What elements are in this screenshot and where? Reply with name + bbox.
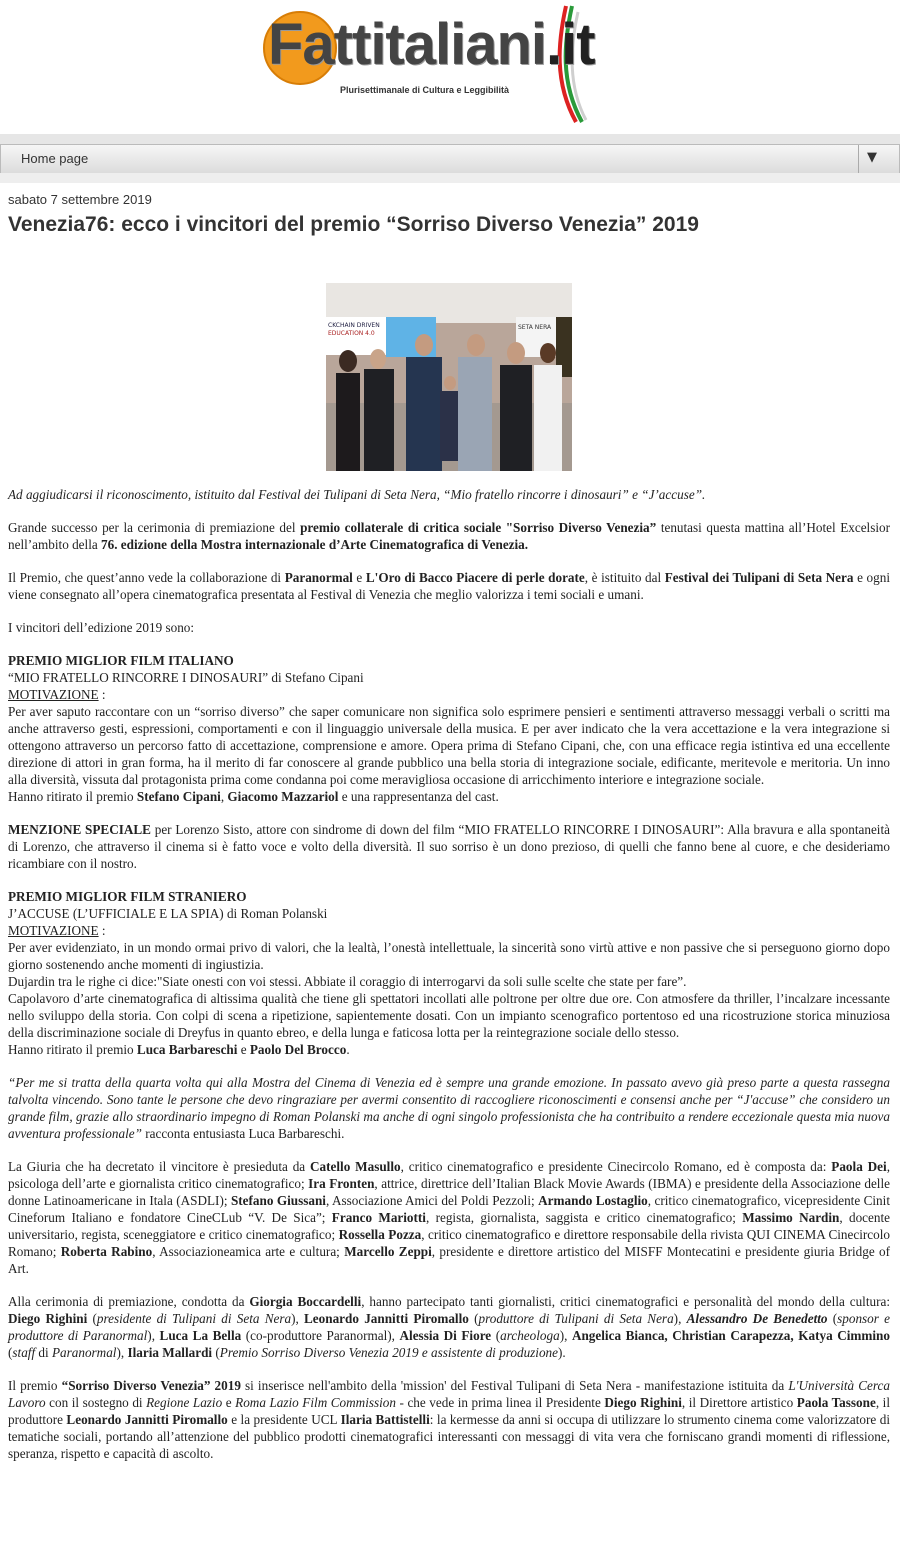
banner-text-3: SETA NERA bbox=[518, 324, 552, 331]
paragraph-ceremony: Alla cerimonia di premiazione, condotta da Giorgia Boccardelli, hanno partecipato tanti giornalisti, critici cinematografici e personalità del mondo della cultura: Diego Righini (presidente di Tulipani di Seta Nera), Leonardo Jannitti Piromallo (produttore di Tulipani di Seta Nera), Alessandro De Benedetto (sponsor e produttore di Paranormal), Luca La Bella (co-produttore Paranormal), Alessia Di Fiore (archeologa), Angelica Bianca, Christian Carapezza, Katya Cimmino (staff di Paranormal), Ilaria Mallardi (Premio Sorriso Diverso Venezia 2019 e assistente di produzione). bbox=[8, 1294, 891, 1360]
nav-home-link[interactable]: Home page bbox=[21, 151, 89, 166]
award-ceremony-photo bbox=[326, 283, 572, 471]
nav-bar bbox=[0, 144, 900, 174]
site-header bbox=[0, 0, 900, 134]
logo-tagline: Plurisettimanale di Cultura e Leggibilità bbox=[340, 85, 510, 95]
banner-text-2: EDUCATION 4.0 bbox=[328, 330, 375, 337]
article-body bbox=[8, 486, 890, 1478]
section-heading: PREMIO MIGLIOR FILM STRANIERO bbox=[8, 889, 247, 904]
chevron-down-icon[interactable]: ▼ bbox=[867, 150, 877, 165]
paragraph-jury: La Giuria che ha decretato il vincitore è presieduta da Catello Masullo, critico cinematografico e presidente Cinecircolo Romano, ed è composta da: Paola Dei, psicologa dell’arte e giornalista critico cinematografico; Ira Fronten, attrice, direttrice dell’Italian Black Movie Awards (IBMA) e presidente della Associazione delle donne Latinoamericane in Itala (ASDLI); Stefano Giussani, Associazione Amici del Poldi Pezzoli; Armando Lostaglio, critico cinematografico, vicepresidente Cinit Cineforum Italiano e fondatore CineCLub “V. De Sica”; Franco Mariotti, regista, giornalista, saggista e critico cinematografico; Massimo Nardin, docente universitario, regista, sceneggiatore e critico cinematografico; Rossella Pozza, critico cinematografico e direttore responsabile della rivista QUI CINEMA Cinecircolo Romano; Roberta Rabino, Associazioneamica arte e cultura; Marcello Zeppi, presidente e direttore artistico del MISFF Montecatini e presidente giuria Bridge of Art. bbox=[8, 1159, 891, 1276]
paragraph-final: Il premio “Sorriso Diverso Venezia” 2019 si inserisce nell'ambito della 'mission' del Festival Tulipani di Seta Nera - manifestazione istituita da L'Università Cerca Lavoro con il sostegno di Regione Lazio e Roma Lazio Film Commission - che vede in prima linea il Presidente Diego Righini, il Direttore artistico Paola Tassone, il produttore Leonardo Jannitti Piromallo e la presidente UCL Ilaria Battistelli: la kermesse da anni si occupa di utilizzare lo strumento cinema come valorizzatore di tematiche sociali, portando all’attenzione del pubblico prodotti cinematografici interessanti con messaggi di vita vera che forniscano grandi momenti di riflessione, speranza, rispetto e capacità di ascolto. bbox=[8, 1378, 891, 1461]
section-heading: PREMIO MIGLIOR FILM ITALIANO bbox=[8, 653, 234, 668]
post-date: sabato 7 settembre 2019 bbox=[8, 192, 152, 207]
nav-separator bbox=[0, 173, 900, 183]
banner-text-1: CKCHAIN DRIVEN bbox=[328, 322, 380, 329]
section-special-mention: MENZIONE SPECIALE per Lorenzo Sisto, attore con sindrome di down del film “MIO FRATELLO RINCORRE I DINOSAURI”: Alla bravura e alla spontaneità di Lorenzo, che attraverso il cinema si è fatto voce e volto della diversità. Il suo sorriso è un dono prezioso, di quelli che fanno bene al cuore, e che desideriamo ricambiare con il nostro. bbox=[8, 822, 890, 871]
header-separator bbox=[0, 134, 900, 144]
paragraph-premio: Il Premio, che quest’anno vede la collaborazione di Paranormal e L'Oro di Bacco Piacere di perle dorate, è istituito dal Festival dei Tulipani di Seta Nera e ogni viene consegnato all’opera cinematografica presentata al Festival di Venezia che meglio valorizza i temi sociali e umani. bbox=[8, 570, 890, 602]
paragraph-intro: Grande successo per la cerimonia di premiazione del premio collaterale di critica sociale "Sorriso Diverso Venezia” tenutasi questa mattina all’Hotel Excelsior nell’ambito della 76. edizione della Mostra internazionale d’Arte Cinematografica di Venezia. bbox=[8, 520, 890, 552]
logo-wordmark[interactable]: Fattitaliani.it bbox=[268, 12, 595, 77]
section-foreign-film: PREMIO MIGLIOR FILM STRANIERO J’ACCUSE (L’UFFICIALE E LA SPIA) di Roman Polanski MOTIVAZIONE : Per aver evidenziato, in un mondo ormai privo di valori, che la lealtà, l’onestà intellettuale, la sincerità sono virtù attive e non passive che si perseguono giorno dopo giorno sostenendo anche momenti di ingiustizia. Dujardin tra le righe ci dice:"Siate onesti con voi stessi. Abbiate il coraggio di interrogarvi da soli sulle scelte che state per fare”. Capolavoro d’arte cinematografica di altissima qualità che tiene gli spettatori incollati alle poltrone per oltre due ore. Con atmosfere da thriller, l’incalzare incessante nello sviluppo della storia. Con colpi di scena a ripetizione, sapientemente dosati. Con un impianto scenografico portentoso ed una ricostruzione storica minuziosa della discriminazione sociale di Dreyfus in quanto ebreo, e della lunga e faticosa lotta per la reintegrazione sociale dello stesso. Hanno ritirato il premio Luca Barbareschi e Paolo Del Brocco. bbox=[8, 889, 890, 1057]
post-title: Venezia76: ecco i vincitori del premio “Sorriso Diverso Venezia” 2019 bbox=[8, 213, 699, 236]
paragraph-quote: “Per me si tratta della quarta volta qui alla Mostra del Cinema di Venezia ed è sempre una grande emozione. In passato avevo già preso parte a questa rassegna talvolta vincendo. Sono tante le persone che devo ringraziare per avermi consentito di raccogliere riconoscimenti e consensi anche per “J'accuse” che considero un grande film, grazie allo straordinario impegno di Roman Polanski ma anche di ogni singolo professionista che ha contribuito a rendere eccezionale questa mia nuova avventura professionale” racconta entusiasta Luca Barbareschi. bbox=[8, 1075, 890, 1141]
paragraph-winners-intro: I vincitori dell’edizione 2019 sono: bbox=[8, 620, 195, 635]
photo-caption: Ad aggiudicarsi il riconoscimento, istituito dal Festival dei Tulipani di Seta Nera, “Mio fratello rincorre i dinosauri” e “J’accuse”. bbox=[8, 487, 706, 502]
nav-divider bbox=[858, 145, 859, 173]
section-italian-film: PREMIO MIGLIOR FILM ITALIANO “MIO FRATELLO RINCORRE I DINOSAURI” di Stefano Cipani MOTIVAZIONE : Per aver saputo raccontare con un “sorriso diverso” che saper comunicare non significa solo esprimere pensieri e sentimenti attraverso messaggi verbali o scritti ma anche attraverso gesti, espressioni, comportamenti e con il linguaggio universale della musica. E per aver indicato che la vera accettazione e la vera integrazione si ottengono attraverso un percorso fatto di accettazione, comprensione e amore. Opera prima di Stefano Cipani, che, con una efficace regia istintiva ed una eccellente direzione di attori in gran forma, ha il merito di far conoscere al grande pubblico una bella storia di integrazione sociale, edificante, meritevole e meritoria. Un inno alla diversità, vissuta dal protagonista prima come condanna poi come meravigliosa occasione di arricchimento interiore e integrazione sociale. Hanno ritirato il premio Stefano Cipani, Giacomo Mazzariol e una rappresentanza del cast. bbox=[8, 653, 890, 804]
